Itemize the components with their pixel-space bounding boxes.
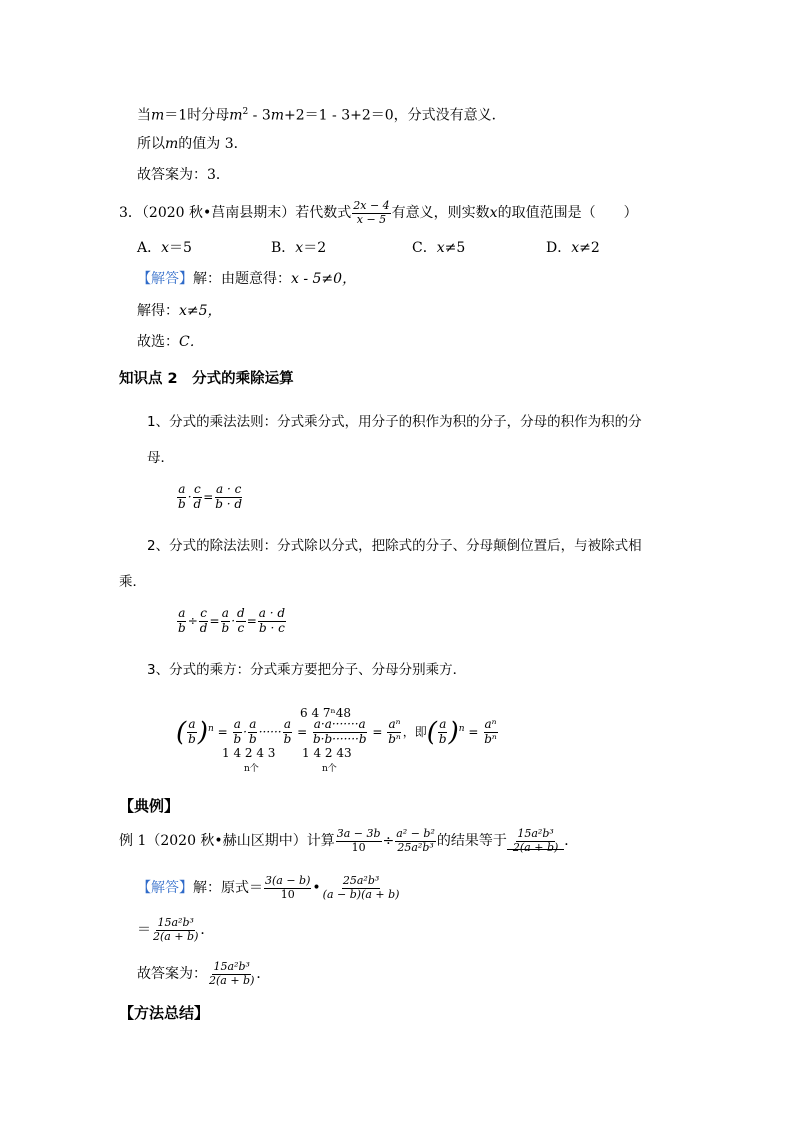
answer-line-1: 【解答】解：由题意得：x - 5≠0， — [137, 271, 357, 287]
answer-line-3: 故选：C． — [137, 334, 204, 350]
solution-line-3: 故答案为：3． — [137, 167, 230, 183]
n-count-label-1: n个 — [244, 764, 259, 774]
option-b: B．x＝2 — [271, 240, 327, 256]
example-solution-2: ＝ $\frac{\text{15a²b³}}{2(a + b)}$ ． — [137, 915, 215, 943]
rule-2-line-2: 乘． — [119, 574, 146, 590]
n-count-label-2: n个 — [322, 764, 337, 774]
rule-2-line-1: 2、分式的除法法则：分式除以分式，把除式的分子、分母颠倒位置后，与被除式相 — [147, 538, 642, 554]
option-d: D．x≠2 — [546, 240, 600, 256]
option-a: A．x＝5 — [137, 240, 192, 256]
formula-multiply: $\frac{a}{b}$ · $\frac{c}{d}$ = $\frac{a \cdot c}{b \cdot d}$ — [178, 482, 243, 511]
formula-power-top-brace: 6 4 7ⁿ48 — [300, 706, 351, 720]
question-3: 3．（2020 秋•莒南县期末）若代数式 $\frac{2x - 4}{x - 5}$ 有意义，则实数x的取值范围是（ ） — [119, 199, 638, 226]
rule-1-line-2: 母． — [147, 450, 174, 466]
solution-line-1: 当m＝1时分母$m^2 - 3m+2=1 - 3+2=0$，分式没有意义． — [137, 107, 506, 124]
solution-line-2: 所以m的值为 3． — [137, 136, 248, 152]
example-header: 【典例】 — [119, 797, 180, 815]
example-final-answer: 故答案为： $\frac{\text{15a²b³}}{2(a + b)}$ ． — [137, 959, 271, 987]
formula-divide: $\frac{a}{b}$ ÷ $\frac{c}{d}$ = $\frac{a}{b}$ · $\frac{d}{c}$ = $\frac{a \cdot d}{b \cdot c}$ — [178, 606, 286, 635]
formula-power: ( $\frac{a}{b}$ )$^n$ = $\frac{a}{b}$ · $\frac{a}{b}$ ······ $\frac{a}{b}$ = $\frac{a\cdot a\cdot\cdot\cdot\cdot\cdot\cdot\cdot a}{b\cdot b\cdot\cdot\cdot\cdot\cdot\cdot\cdot b}$ = $\frac{\text{aⁿ}}{\text{bⁿ}}$ ，即( $\frac{a}{b}$ )$^n$ = $\frac{\text{aⁿ}}{\text{bⁿ}}$ — [176, 717, 497, 748]
example-1: 例 1（2020 秋•赫山区期中）计算 $\frac{3a - 3b}{10}$ ÷ $\frac{\text{a² − b²}}{\text{25a²b³}}$ 的结果等于 $\frac{\text{15a²b³}}{2(a + b)}$ ． — [119, 826, 579, 854]
formula-power-bottom-brace-2: 1 4 2 43 — [302, 746, 352, 760]
answer-line-2: 解得：x≠5， — [137, 303, 222, 319]
option-c: C．x≠5 — [412, 240, 466, 256]
example-solution-1: 【解答】解：原式＝ $\frac{3(a - b)}{10}$ • $\frac{\text{25a²b³}}{(a - b)(a + b)}$ — [137, 873, 400, 901]
rule-1-line-1: 1、分式的乘法法则：分式乘分式，用分子的积作为积的分子，分母的积作为积的分 — [147, 414, 642, 430]
section-title: 知识点 2 分式的乘除运算 — [119, 371, 294, 387]
rule-3: 3、分式的乘方：分式乘方要把分子、分母分别乘方． — [147, 662, 467, 678]
formula-power-bottom-brace-1: 1 4 2 4 3 — [222, 746, 276, 760]
method-summary-header: 【方法总结】 — [119, 1004, 210, 1022]
